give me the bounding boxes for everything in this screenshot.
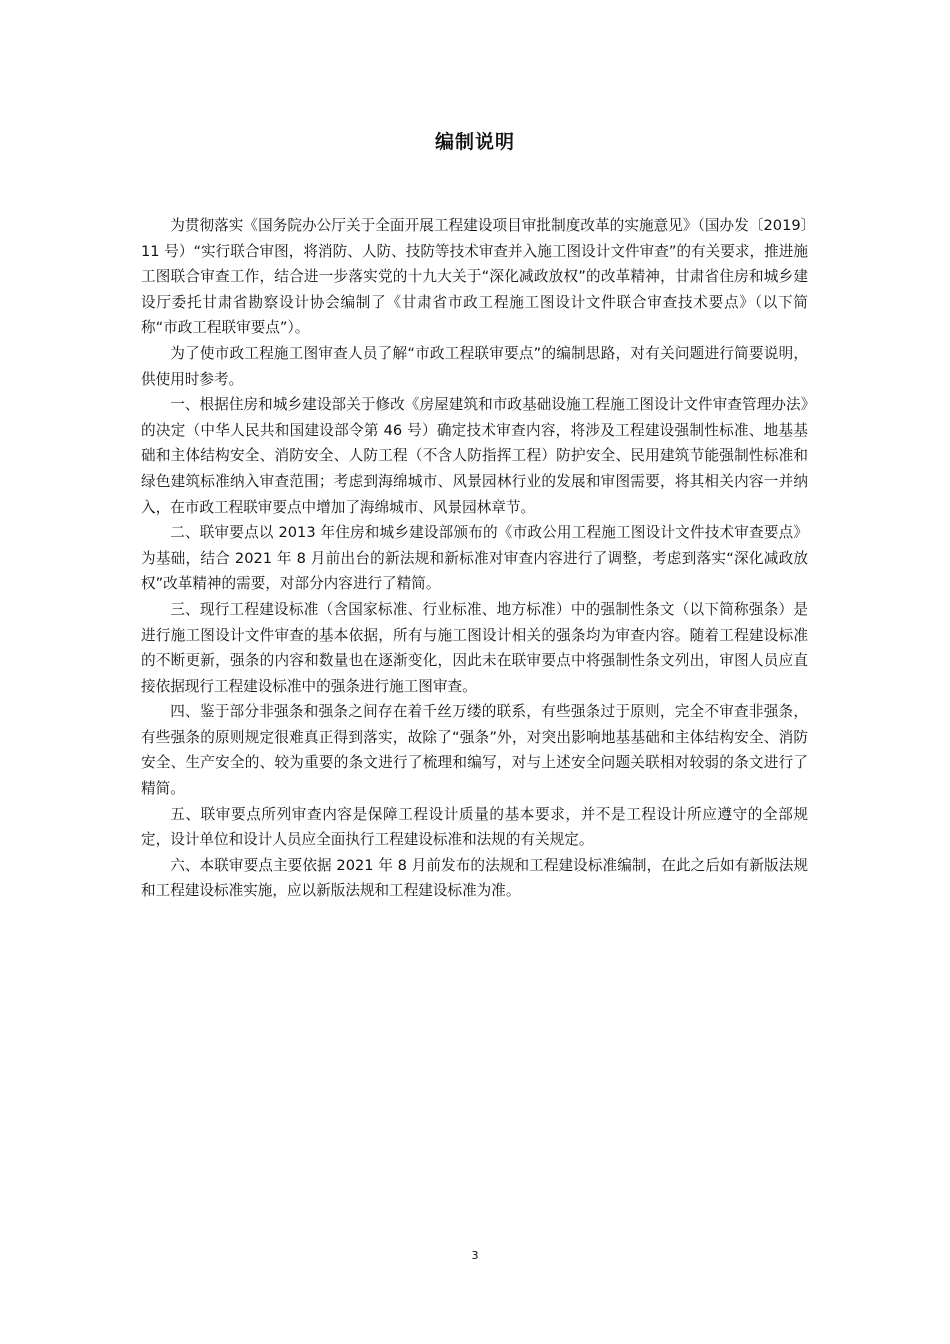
section-6-paragraph: 六、本联审要点主要依据 2021 年 8 月前发布的法规和工程建设标准编制，在此之后如有新版法规和工程建设标准实施，应以新版法规和工程建设标准为准。 <box>141 856 808 900</box>
document-body <box>141 213 808 904</box>
section-2-paragraph: 二、联审要点以 2013 年住房和城乡建设部颁布的《市政公用工程施工图设计文件技术审查要点》为基础，结合 2021 年 8 月前出台的新法规和新标准对审查内容进行了调整，考虑到落实“深化减政放权”改革精神的需要，对部分内容进行了精简。 <box>141 524 808 593</box>
page-title: 编制说明 <box>434 131 515 153</box>
section-1-paragraph: 一、根据住房和城乡建设部关于修改《房屋建筑和市政基础设施工程施工图设计文件审查管理办法》的决定（中华人民共和国建设部令第 46 号）确定技术审查内容，将涉及工程建设强制性标准、地基基础和主体结构安全、消防安全、人防工程（不含人防指挥工程）防护安全、民用建筑节能强制性标准和绿色建筑标准纳入审查范围；考虑到海绵城市、风景园林行业的发展和审图需要，将其相关内容一并纳入，在市政工程联审要点中增加了海绵城市、风景园林章节。 <box>141 396 808 516</box>
page-number: 3 <box>471 1249 479 1262</box>
section-5-paragraph: 五、联审要点所列审查内容是保障工程设计质量的基本要求，并不是工程设计所应遵守的全部规定，设计单位和设计人员应全面执行工程建设标准和法规的有关规定。 <box>141 805 808 849</box>
purpose-paragraph: 为了使市政工程施工图审查人员了解“市政工程联审要点”的编制思路，对有关问题进行简要说明，供使用时参考。 <box>141 344 808 388</box>
section-3-paragraph: 三、现行工程建设标准（含国家标准、行业标准、地方标准）中的强制性条文（以下简称强条）是进行施工图设计文件审查的基本依据，所有与施工图设计相关的强条均为审查内容。随着工程建设标准的不断更新，强条的内容和数量也在逐渐变化，因此未在联审要点中将强制性条文列出，审图人员应直接依据现行工程建设标准中的强条进行施工图审查。 <box>141 600 808 695</box>
intro-paragraph: 为贯彻落实《国务院办公厅关于全面开展工程建设项目审批制度改革的实施意见》（国办发〔2019〕11 号）“实行联合审图，将消防、人防、技防等技术审查并入施工图设计文件审查”的有关要求，推进施工图联合审查工作，结合进一步落实党的十九大关于“深化减政放权”的改革精神，甘肃省住房和城乡建设厅委托甘肃省勘察设计协会编制了《甘肃省市政工程施工图设计文件联合审查技术要点》（以下简称“市政工程联审要点”）。 <box>141 217 808 337</box>
section-4-paragraph: 四、鉴于部分非强条和强条之间存在着千丝万缕的联系，有些强条过于原则，完全不审查非强条，有些强条的原则规定很难真正得到落实，故除了“强条”外，对突出影响地基基础和主体结构安全、消防安全、生产安全的、较为重要的条文进行了梳理和编写，对与上述安全问题关联相对较弱的条文进行了精简。 <box>141 703 808 798</box>
